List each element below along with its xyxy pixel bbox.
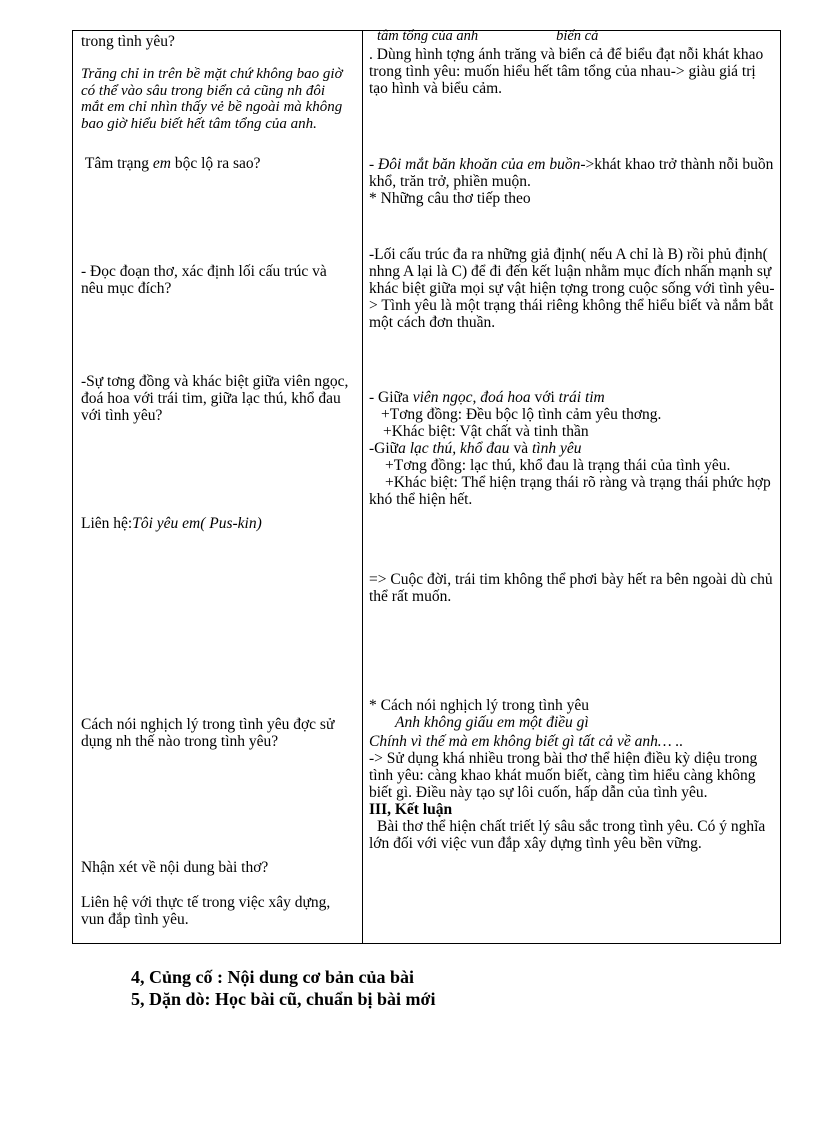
answer-star: * Những câu thơ tiếp theo (369, 190, 531, 207)
left-question-3 (81, 263, 349, 297)
answer-text: +Tơng đồng: lạc thú, khổ đau là trạng thái của tình yêu. (385, 457, 731, 474)
left-question-1 (81, 33, 349, 50)
right-answer-1 (369, 46, 777, 97)
lesson-table (72, 30, 781, 944)
left-question-2 (81, 155, 349, 172)
answer-rest: ->khát khao trở thành nỗi buồn khổ, trăn trở, phiền muộn. (369, 156, 774, 190)
right-answer-2 (369, 156, 777, 207)
answer-line (369, 457, 777, 474)
answer-pre: - Giữa (369, 389, 413, 406)
answer-fragment: biển cả (556, 28, 599, 44)
question-pre: Liên hệ: (81, 515, 133, 532)
question-text: Nhận xét về nội dung bài thơ? (81, 859, 269, 876)
answer-italic: tình yêu (531, 440, 582, 457)
question-text (81, 515, 349, 532)
answer-heading: * Cách nói nghịch lý trong tình yêu (369, 697, 589, 714)
conclusion-heading: III, Kết luận (369, 801, 453, 818)
question-text: Cách nói nghịch lý trong tình yêu đợc sử dụng nh thế nào trong tình yêu? (81, 716, 335, 750)
right-answer-1-top (369, 28, 777, 44)
answer-text: -> Sử dụng khá nhiều trong bài thơ thể hiện điều kỳ diệu trong tình yêu: càng khao khát muốn biết, càng tìm hiểu càng không biết gì. Điều này tạo sự lôi cuốn, hấp dẫn của tình yêu. (369, 750, 758, 801)
answer-mid: và (509, 440, 532, 457)
right-answer-3 (369, 246, 777, 331)
answer-italic: - Đôi mắt băn khoăn của em buồn (369, 156, 581, 173)
answer-line (369, 440, 777, 457)
question-italic: Tôi yêu em( Pus-kin) (132, 515, 262, 532)
answer-italic: viên ngọc, đoá hoa (412, 389, 531, 406)
question-text: -Sự tơng đồng và khác biệt giữa viên ngọc, đoá hoa với trái tim, giữa lạc thú, khổ đau với tình yêu? (81, 373, 349, 424)
answer-fragment: tâm tổng của anh (377, 28, 479, 44)
left-question-6 (81, 716, 349, 750)
column-divider (362, 31, 363, 943)
left-poem-quote (81, 66, 349, 132)
answer-text: -Lối cấu trúc đa ra những giả định( nếu A chỉ là B) rồi phủ định( nhng A lại là C) để đi đến kết luận nhằm mục đích nhấn mạnh sự khác biệt giữa mọi sự vật hiện tợng trong cuộc sống với tình yêu-> Tình yêu là một trạng thái riêng không thể hiểu biết và nắm bắt một cách đơn thuần. (369, 246, 775, 331)
answer-line (369, 474, 777, 508)
answer-text (369, 156, 777, 190)
left-question-5 (81, 515, 349, 532)
conclusion-body: Bài thơ thể hiện chất triết lý sâu sắc trong tình yêu. Có ý nghĩa lớn đối với việc vun đắp xây dựng tình yêu bền vững. (369, 818, 766, 852)
question-em: em (152, 155, 171, 172)
right-answer-5 (369, 571, 777, 605)
answer-text: => Cuộc đời, trái tim không thể phơi bày hết ra bên ngoài dù chủ thể rất muốn. (369, 571, 773, 605)
answer-mid: với (530, 389, 559, 406)
footer-homework: 5, Dặn dò: Học bài cũ, chuẩn bị bài mới (131, 989, 436, 1009)
question-pre: Tâm trạng (84, 155, 153, 172)
question-text: Liên hệ với thực tế trong việc xây dựng, vun đắp tình yêu. (81, 894, 331, 928)
answer-italic: a lạc thú, khổ đau (398, 440, 510, 457)
conclusion-text (369, 818, 777, 852)
question-text: trong tình yêu? (81, 33, 175, 50)
answer-line: +Khác biệt: Vật chất và tinh thần (383, 423, 589, 440)
quote-text: Trăng chỉ in trên bề mặt chứ không bao giờ có thể vào sâu trong biển cả cũng nh đôi mắt em chỉ nhìn thấy vẻ bề ngoài mà không bao giờ hiểu biết hết tâm tổng của anh. (81, 66, 343, 132)
left-question-8 (81, 894, 349, 928)
left-question-4 (81, 373, 349, 424)
answer-pre: -Giữ (369, 440, 399, 457)
right-answer-6 (369, 697, 777, 852)
answer-text: +Khác biệt: Thể hiện trạng thái rõ ràng và trạng thái phức hợp khó thể hiện hết. (369, 474, 771, 508)
answer-line (369, 389, 777, 406)
answer-text: . Dùng hình tợng ánh trăng và biển cả để biểu đạt nỗi khát khao trong tình yêu: muốn hiểu hết tâm tổng của nhau-> giàu giá trị tạo hình và biểu cảm. (369, 46, 764, 97)
answer-line: +Tơng đồng: Đều bộc lộ tình cảm yêu thơng. (381, 406, 662, 423)
left-question-7 (81, 859, 349, 876)
poem-line: Anh không giấu em một điều gì (395, 714, 589, 731)
footer-consolidation: 4, Củng cố : Nội dung cơ bản của bài (131, 967, 415, 987)
question-text (81, 155, 349, 172)
answer-italic: trái tim (558, 389, 605, 406)
right-answer-4 (369, 389, 777, 508)
poem-line: Chính vì thế mà em không biết gì tất cả về anh… .. (369, 733, 684, 750)
question-post: bộc lộ ra sao? (170, 155, 261, 172)
question-text: - Đọc đoạn thơ, xác định lối cấu trúc và nêu mục đích? (81, 263, 327, 297)
